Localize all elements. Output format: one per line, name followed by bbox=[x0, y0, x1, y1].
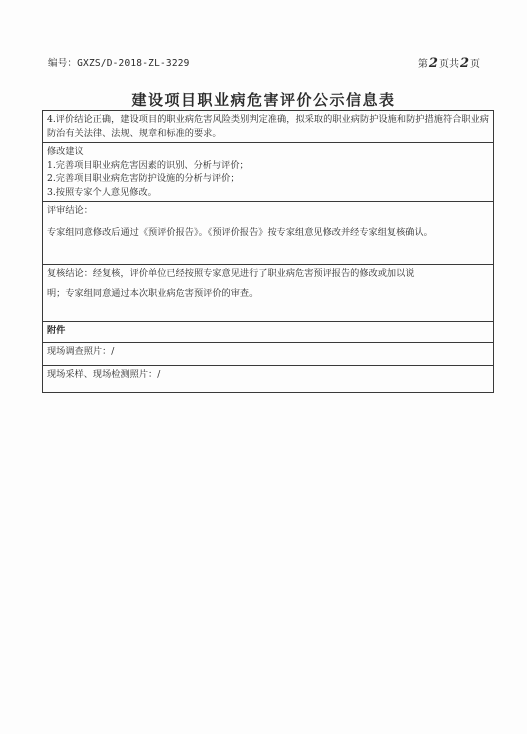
page-total-number: 2 bbox=[459, 56, 469, 71]
page-middle-text: 页共 bbox=[438, 59, 459, 70]
recheck-line-2: 明；专家组同意通过本次职业病危害预评价的审查。 bbox=[47, 287, 259, 299]
sampling-photos-text: 现场采样、现场检测照片：/ bbox=[47, 369, 161, 380]
table-row-recheck bbox=[43, 265, 494, 322]
suggestions-cell bbox=[43, 143, 494, 202]
suggestion-item-1: 1.完善项目职业病危害因素的识别、分析与评价； bbox=[47, 159, 249, 171]
table-row-attachment bbox=[43, 322, 494, 343]
page-prefix: 第 bbox=[417, 59, 428, 70]
document-title: 建设项目职业病危害评价公示信息表 bbox=[131, 91, 396, 109]
recheck-cell bbox=[43, 265, 494, 322]
table-row-suggestions bbox=[43, 143, 494, 202]
conclusion-text: 4.评价结论正确，建设项目的职业病危害风险类别判定准确，拟采取的职业病防护设施和防护措施符合职业病防治有关法律、法规、规章和标准的要求。 bbox=[47, 114, 489, 139]
table-row-sampling-photos bbox=[43, 366, 494, 393]
suggestion-item-2: 2.完善项目职业病危害防护设施的分析与评价； bbox=[47, 173, 240, 184]
survey-photos-text: 现场调查照片：/ bbox=[47, 346, 115, 357]
table-row-conclusion bbox=[43, 111, 494, 143]
suggestion-item-3: 3.按照专家个人意见修改。 bbox=[47, 186, 157, 198]
sampling-photos-cell bbox=[43, 366, 494, 393]
attachment-cell bbox=[43, 322, 494, 343]
review-cell bbox=[43, 202, 494, 265]
survey-photos-cell bbox=[43, 343, 494, 366]
evaluation-info-table bbox=[42, 110, 494, 393]
attachment-heading: 附件 bbox=[47, 325, 66, 336]
document-number-label: 编号： bbox=[48, 58, 78, 69]
recheck-line-1: 复核结论：经复核，评价单位已经按照专家意见进行了职业病危害预评报告的修改或加以说 bbox=[47, 268, 415, 279]
conclusion-cell bbox=[43, 111, 494, 143]
page-header bbox=[48, 56, 480, 72]
page-suffix: 页 bbox=[470, 59, 480, 70]
review-text: 专家组同意修改后通过《预评价报告》。《预评价报告》按专家组意见修改并经专家组复核确认。 bbox=[47, 226, 433, 238]
table-row-review bbox=[43, 202, 494, 265]
suggestions-heading: 修改建议 bbox=[47, 146, 84, 157]
review-heading: 评审结论： bbox=[47, 205, 93, 216]
page-current-number: 2 bbox=[428, 56, 438, 71]
table-row-survey-photos bbox=[43, 343, 494, 366]
document-number-value: GXZS/D-2018-ZL-3229 bbox=[77, 58, 190, 69]
page-indicator bbox=[418, 56, 480, 73]
document-number bbox=[48, 56, 190, 72]
